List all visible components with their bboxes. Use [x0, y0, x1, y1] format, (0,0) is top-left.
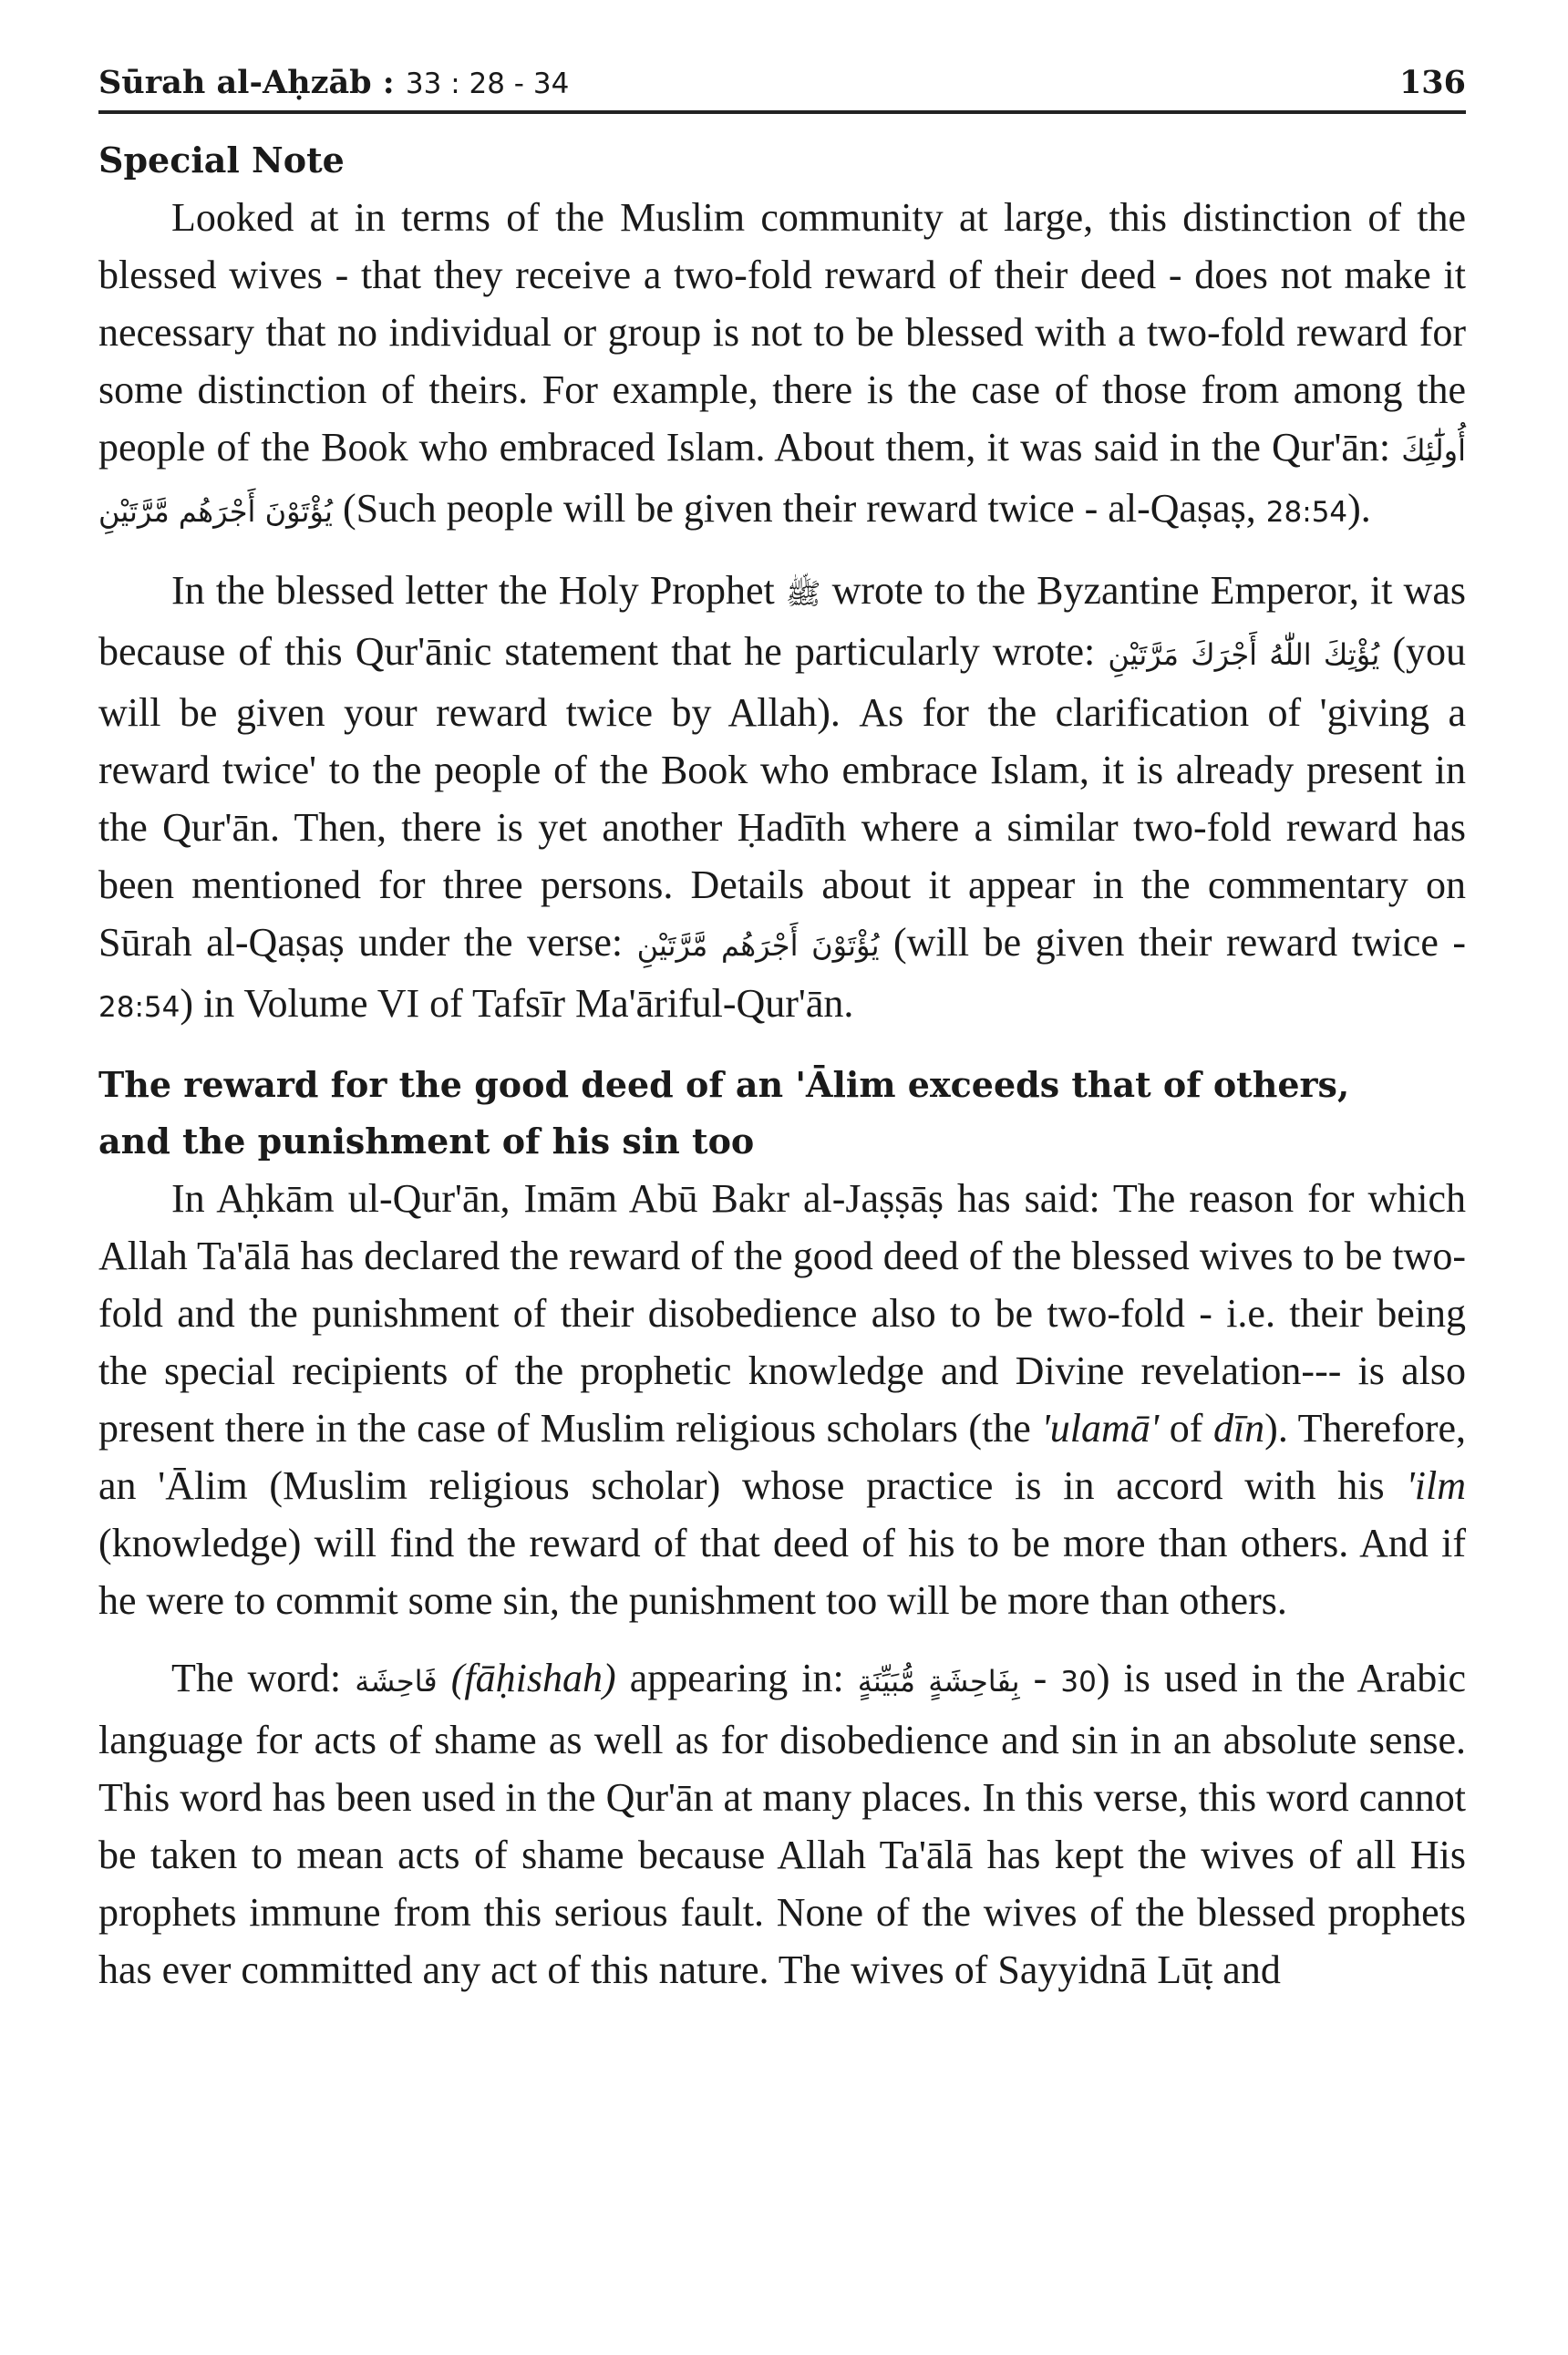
paragraph-3: In Aḥkām ul-Qur'ān, Imām Abū Bakr al-Jaṣṣāṣ has said: The reason for which Allah Ta'ālā has declared the reward of the good deed of the blessed wives to be two-fold and the punishment of their disobedience also to be two-fold - i.e. their being the special recipients of the prophetic knowledge and Divine revelation--- is also present there in the case of Muslim religious scholars (the 'ulamā' of dīn). Therefore, an 'Ālim (Muslim religious scholar) whose practice is in accord with his 'ilm (knowledge) will find the reward of that deed of his to be more than others. And if he were to commit some sin, the punishment too will be more than others.	[98, 1176, 1467, 1623]
term-fahishah: (fāḥishah)	[450, 1656, 616, 1700]
arabic-verse: يُؤْتَوْنَ أَجْرَهُم مَّرَّتَيْنِ	[636, 928, 880, 963]
arabic-quote: يُؤْتِكَ اللّٰهُ أَجْرَكَ مَرَّتَيْنِ	[1108, 637, 1380, 672]
salutation-symbol: ﷺ	[785, 576, 821, 611]
term-ilm: 'ilm	[1406, 1463, 1466, 1508]
verse-citation: 28:54	[98, 991, 181, 1024]
page-number: 136	[1398, 64, 1466, 101]
header-title	[98, 64, 569, 101]
arabic-word: فَاحِشَة	[355, 1664, 438, 1699]
paragraph-1: Looked at in terms of the Muslim community at large, this distinction of the blessed wives - that they receive a two-fold reward of their deed - does not make it necessary that no individual or group is not to be blessed with a two-fold reward for some distinction of theirs. For example, there is the case of those from among the people of the Book who embraced Islam. About them, it was said in the Qur'ān: أُولَٰٓئِكَ يُؤْتَوْنَ أَجْرَهُم مَّرَّتَيْنِ (Such people will be given their reward twice - al-Qaṣaṣ, 28:54).	[98, 195, 1466, 531]
section-heading-special-note: Special Note	[98, 139, 345, 181]
verse-number: 30	[1060, 1666, 1097, 1699]
surah-name: Sūrah al-Aḥzāb :	[98, 64, 395, 101]
paragraph-2: In the blessed letter the Holy Prophet ﷺ wrote to the Byzantine Emperor, it was because of this Qur'ānic statement that he particularly wrote: يُؤْتِكَ اللّٰهُ أَجْرَكَ مَرَّتَيْنِ (you will be given your reward twice by Allah). As for the clarification of 'giving a reward twice' to the people of the Book who embrace Islam, it is already present in the Qur'ān. Then, there is yet another Ḥadīth where a similar two-fold reward has been mentioned for three persons. Details about it appear in the commentary on Sūrah al-Qaṣaṣ under the verse: يُؤْتَوْنَ أَجْرَهُم مَّرَّتَيْنِ (will be given their reward twice - 28:54) in Volume VI of Tafsīr Ma'āriful-Qur'ān.	[98, 568, 1467, 1026]
arabic-verse: بِفَاحِشَةٍ مُّبَيِّنَةٍ	[857, 1664, 1020, 1699]
book-page	[98, 64, 1466, 1999]
term-din: dīn	[1212, 1406, 1265, 1451]
verse-citation: 28:54	[1265, 496, 1348, 529]
paragraph-4: The word: فَاحِشَة (fāḥishah) appearing in: بِفَاحِشَةٍ مُّبَيِّنَةٍ - 30) is used in the Arabic language for acts of shame as well as for disobedience and sin in an absolute sense. This word has been used in the Qur'ān at many places. In this verse, this word cannot be taken to mean acts of shame because Allah Ta'ālā has kept the wives of all His prophets immune from this serious fault. None of the wives of the blessed prophets has ever committed any act of this nature. The wives of Sayyidnā Lūṭ and	[98, 1656, 1467, 1992]
verse-reference: 33 : 28 - 34	[405, 67, 570, 100]
section-heading-alim: The reward for the good deed of an 'Ālim exceeds that of others, and the punishment of his sin too	[98, 1064, 1350, 1162]
arabic-verse: أُولَٰٓئِكَ يُؤْتَوْنَ أَجْرَهُم مَّرَّتَيْنِ	[98, 433, 1466, 529]
running-header	[98, 64, 1466, 114]
term-ulama: 'ulamā'	[1041, 1406, 1160, 1451]
